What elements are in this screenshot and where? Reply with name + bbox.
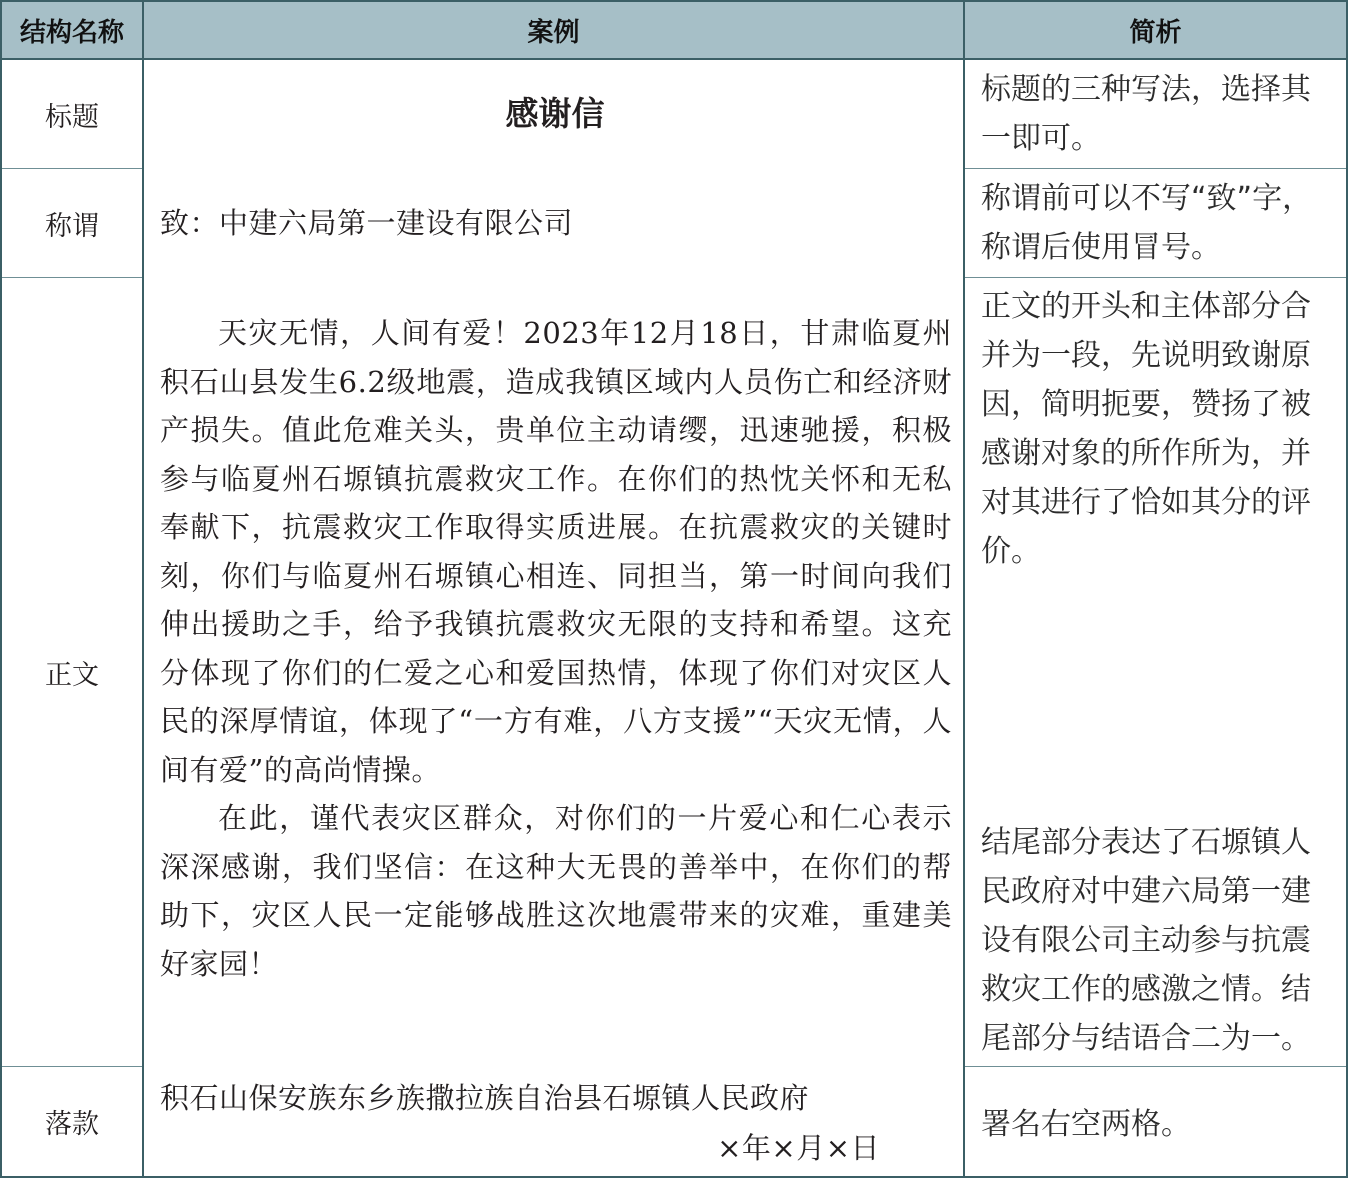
table-border-top <box>0 0 1348 2</box>
letter-salutation: 致：中建六局第一建设有限公司 <box>160 206 574 240</box>
note-salutation: 称谓前可以不写“致”字，称谓后使用冒号。 <box>981 181 1313 265</box>
row-divider-note-3 <box>965 1066 1346 1067</box>
header-analysis: 简析 <box>965 2 1346 58</box>
header-structure-name: 结构名称 <box>2 2 142 58</box>
note-body-ending: 结尾部分表达了石塬镇人民政府对中建六局第一建设有限公司主动参与抗震救灾工作的感激之情。结尾部分与结语合二为一。 <box>981 825 1311 1056</box>
column-divider-1 <box>142 0 144 1178</box>
letter-title: 感谢信 <box>505 94 605 133</box>
label-salutation: 称谓 <box>45 210 99 242</box>
label-title: 标题 <box>45 101 99 133</box>
label-body: 正文 <box>45 659 99 691</box>
row-divider-note-2 <box>965 277 1346 278</box>
letter-signature-date: ×年×月×日 <box>717 1131 880 1165</box>
label-signature: 落款 <box>45 1109 99 1140</box>
row-divider-note-1 <box>965 168 1346 169</box>
letter-body-paragraph-1: 天灾无情，人间有爱！2023年12月18日，甘肃临夏州积石山县发生6.2级地震，造成我镇区域内人员伤亡和经济财产损失。值此危难关头，贵单位主动请缨，迅速驰援，积极参与临夏州石塬镇抗震救灾工作。在你们的热忱关怀和无私奉献下，抗震救灾工作取得实质进展。在抗震救灾的关键时刻，你们与临夏州石塬镇心相连、同担当，第一时间向我们伸出援助之手，给予我镇抗震救灾无限的支持和希望。这充分体现了你们的仁爱之心和爱国热情，体现了你们对灾区人民的深厚情谊，体现了“一方有难，八方支援”“天灾无情，人间有爱”的高尚情操。 <box>160 316 952 787</box>
letter-body-paragraph-2: 在此，谨代表灾区群众，对你们的一片爱心和仁心表示深深感谢，我们坚信：在这种大无畏的善举中，在你们的帮助下，灾区人民一定能够战胜这次地震带来的灾难，重建美好家园！ <box>160 801 952 981</box>
letter-body <box>160 309 952 988</box>
letter-signature-organization: 积石山保安族东乡族撒拉族自治县石塬镇人民政府 <box>160 1081 810 1115</box>
note-title: 标题的三种写法，选择其一即可。 <box>981 72 1311 156</box>
header-example: 案例 <box>144 2 963 58</box>
header-divider <box>0 58 1348 60</box>
note-body-opening: 正文的开头和主体部分合并为一段，先说明致谢原因，简明扼要，赞扬了被感谢对象的所作所为，并对其进行了恰如其分的评价。 <box>981 289 1311 569</box>
note-signature: 署名右空两格。 <box>981 1107 1191 1142</box>
table-border-bottom <box>0 1176 1348 1178</box>
